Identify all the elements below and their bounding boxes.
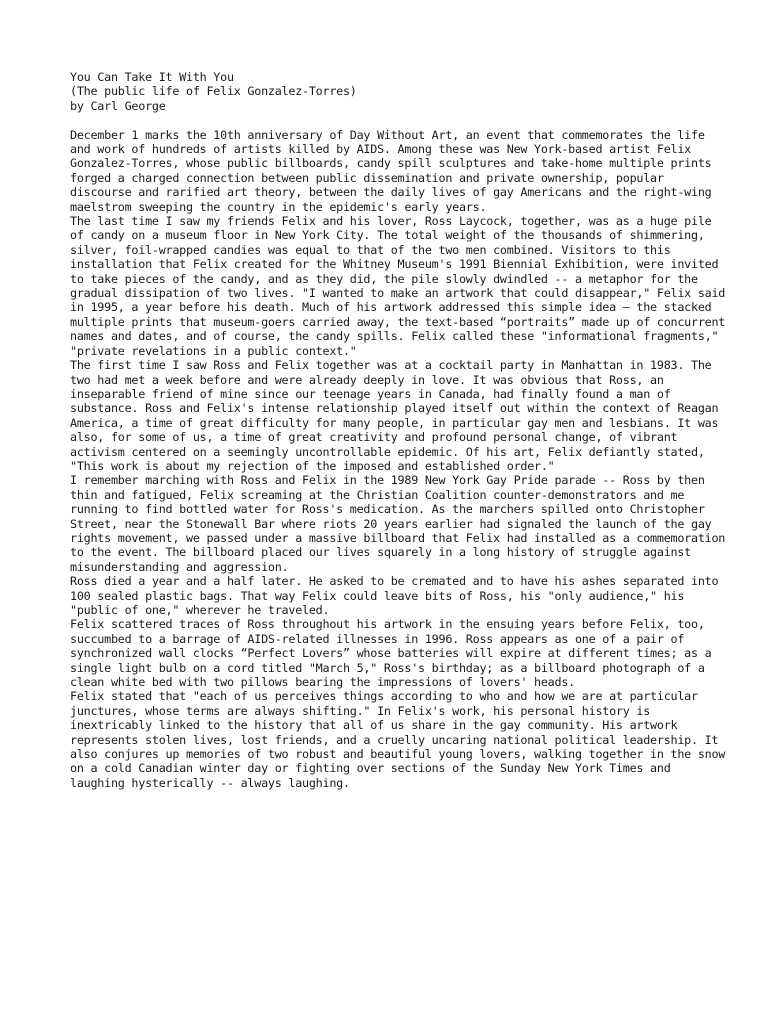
article-subtitle: (The public life of Felix Gonzalez-Torres) (70, 84, 357, 99)
article-body (70, 128, 730, 791)
header-spacer (70, 113, 730, 127)
article-byline: by Carl George (70, 98, 166, 113)
document-page (70, 70, 730, 790)
article-title: You Can Take It With You (70, 70, 234, 84)
article-header (70, 70, 730, 113)
paragraph-6: Felix scattered traces of Ross throughout his artwork in the ensuing years before Felix, too, succumbed to a barrage of AIDS-related illnesses in 1996. Ross appears as one of a pair of synchronized wall clocks “Perfect Lovers” whose batteries will expire at different times; as a single light bulb on a cord titled "March 5," Ross's birthday; as a billboard photograph of a clean white bed with two pillows bearing the impressions of lovers' heads. (70, 617, 712, 690)
paragraph-7: Felix stated that "each of us perceives things according to who and how we are at particular junctures, whose terms are always shifting." In Felix's work, his personal history is inextricably linked to the history that all of us share in the gay community. His artwork represents stolen lives, lost friends, and a cruelly uncaring national political leadership. It also conjures up memories of two robust and beautiful young lovers, walking together in the snow on a cold Canadian winter day or fighting over sections of the Sunday New York Times and laughing hysterically -- always laughing. (70, 689, 726, 790)
paragraph-4: I remember marching with Ross and Felix in the 1989 New York Gay Pride parade -- Ross by then thin and fatigued, Felix screaming at the Christian Coalition counter-demonstrators and me running to find bottled water for Ross's medication. As the marchers spilled onto Christopher Street, near the Stonewall Bar where riots 20 years earlier had signaled the launch of the gay rights movement, we passed under a massive billboard that Felix had installed as a commemoration to the event. The billboard placed our lives squarely in a long history of struggle against misunderstanding and aggression. (70, 473, 726, 574)
paragraph-5: Ross died a year and a half later. He asked to be cremated and to have his ashes separated into 100 sealed plastic bags. That way Felix could leave bits of Ross, his "only audience," his "public of one," wherever he traveled. (70, 574, 719, 618)
paragraph-3: The first time I saw Ross and Felix together was at a cocktail party in Manhattan in 1983. The two had met a week before and were already deeply in love. It was obvious that Ross, an inseparable friend of mine since our teenage years in Canada, had finally found a man of substance. Ross and Felix's intense relationship played itself out within the context of Reagan America, a time of great difficulty for many people, in particular gay men and lesbians. It was also, for some of us, a time of great creativity and profound personal change, of vibrant activism centered on a seemingly uncontrollable epidemic. Of his art, Felix defiantly stated, "This work is about my rejection of the imposed and established order." (70, 358, 719, 473)
paragraph-1: December 1 marks the 10th anniversary of Day Without Art, an event that commemorates the life and work of hundreds of artists killed by AIDS. Among these was New York-based artist Felix Gonzalez-Torres, whose public billboards, candy spill sculptures and take-home multiple prints forged a charged connection between public dissemination and private ownership, popular discourse and rarified art theory, between the daily lives of gay Americans and the right-wing maelstrom sweeping the country in the epidemic's early years. (70, 127, 712, 214)
paragraph-2: The last time I saw my friends Felix and his lover, Ross Laycock, together, was as a huge pile of candy on a museum floor in New York City. The total weight of the thousands of shimmering, silver, foil-wrapped candies was equal to that of the two men combined. Visitors to this installation that Felix created for the Whitney Museum's 1991 Biennial Exhibition, were invited to take pieces of the candy, and as they did, the pile slowly dwindled -- a metaphor for the gradual dissipation of two lives. "I wanted to make an artwork that could disappear," Felix said in 1995, a year before his death. Much of his artwork addressed this simple idea — the stacked multiple prints that museum-goers carried away, the text-based “portraits” made up of concurrent names and dates, and of course, the candy spills. Felix called these "informational fragments," "private revelations in a public context." (70, 214, 726, 358)
